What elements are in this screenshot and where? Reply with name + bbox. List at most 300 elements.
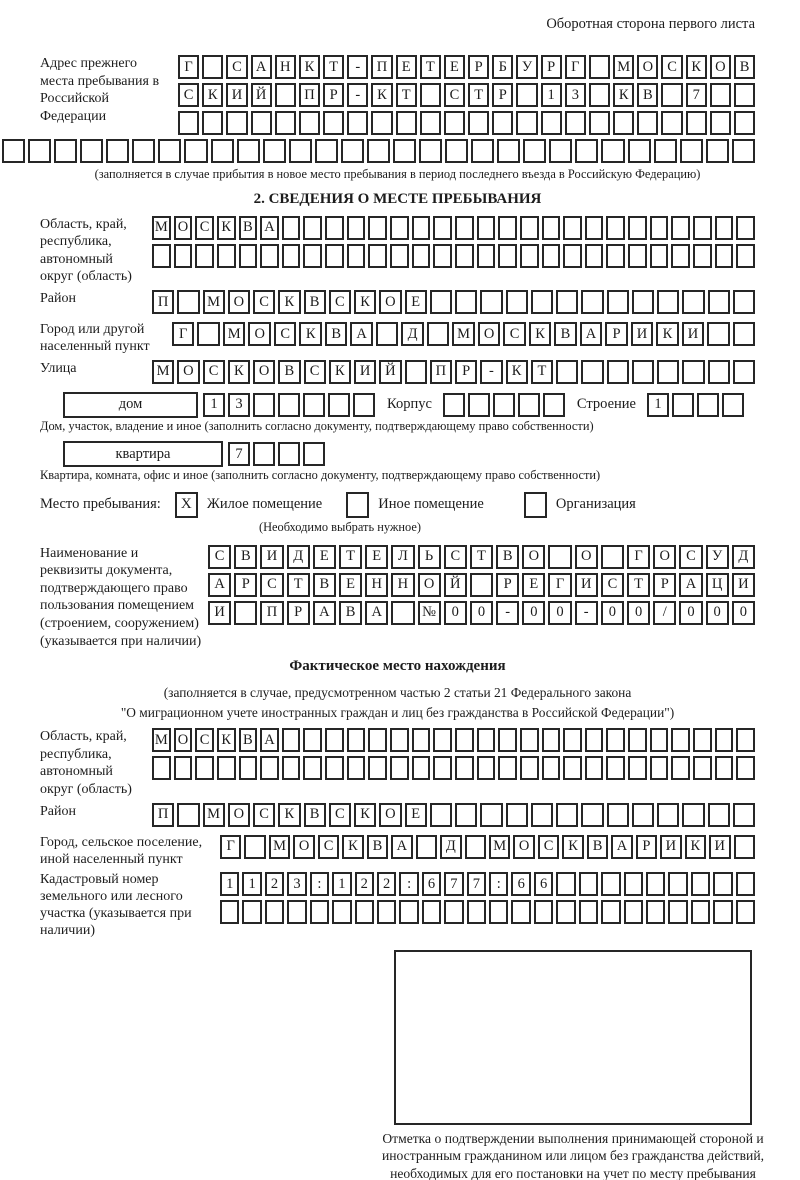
char-box[interactable] bbox=[715, 244, 734, 268]
char-box[interactable] bbox=[347, 728, 366, 752]
char-box[interactable]: И bbox=[660, 835, 681, 859]
char-box[interactable] bbox=[693, 728, 712, 752]
char-box[interactable] bbox=[671, 216, 690, 240]
char-box[interactable]: С bbox=[679, 545, 702, 569]
char-box[interactable] bbox=[657, 360, 679, 384]
char-box[interactable]: 3 bbox=[287, 872, 306, 896]
char-box[interactable] bbox=[310, 900, 329, 924]
char-box[interactable]: В bbox=[637, 83, 658, 107]
char-box[interactable] bbox=[275, 111, 296, 135]
char-box[interactable] bbox=[132, 139, 155, 163]
char-box[interactable]: Ц bbox=[706, 573, 729, 597]
char-box[interactable] bbox=[628, 139, 651, 163]
char-box[interactable]: О bbox=[174, 216, 193, 240]
char-box[interactable] bbox=[422, 900, 441, 924]
char-box[interactable]: Р bbox=[323, 83, 344, 107]
char-box[interactable] bbox=[734, 111, 755, 135]
char-box[interactable]: М bbox=[203, 290, 225, 314]
char-box[interactable]: С bbox=[253, 290, 275, 314]
char-box[interactable] bbox=[455, 244, 474, 268]
char-box[interactable] bbox=[585, 756, 604, 780]
char-box[interactable] bbox=[420, 83, 441, 107]
char-box[interactable]: 0 bbox=[470, 601, 493, 625]
char-box[interactable] bbox=[355, 900, 374, 924]
char-box[interactable] bbox=[733, 290, 755, 314]
char-box[interactable] bbox=[282, 244, 301, 268]
char-box[interactable] bbox=[282, 756, 301, 780]
char-box[interactable]: Е bbox=[365, 545, 388, 569]
char-box[interactable] bbox=[377, 900, 396, 924]
char-box[interactable] bbox=[531, 803, 553, 827]
char-box[interactable]: К bbox=[354, 290, 376, 314]
char-box[interactable]: 2 bbox=[377, 872, 396, 896]
char-box[interactable] bbox=[682, 360, 704, 384]
char-box[interactable]: 6 bbox=[534, 872, 553, 896]
char-box[interactable]: О bbox=[653, 545, 676, 569]
char-box[interactable]: И bbox=[575, 573, 598, 597]
char-box[interactable] bbox=[736, 216, 755, 240]
char-box[interactable] bbox=[195, 244, 214, 268]
char-box[interactable]: А bbox=[313, 601, 336, 625]
char-box[interactable] bbox=[158, 139, 181, 163]
char-box[interactable] bbox=[234, 601, 257, 625]
char-box[interactable]: М bbox=[269, 835, 290, 859]
char-box[interactable] bbox=[498, 244, 517, 268]
char-box[interactable] bbox=[556, 360, 578, 384]
char-box[interactable]: Т bbox=[287, 573, 310, 597]
char-box[interactable]: В bbox=[587, 835, 608, 859]
char-box[interactable] bbox=[260, 244, 279, 268]
char-box[interactable]: Р bbox=[468, 55, 489, 79]
char-box[interactable] bbox=[405, 360, 427, 384]
char-box[interactable] bbox=[497, 139, 520, 163]
char-box[interactable] bbox=[287, 900, 306, 924]
char-box[interactable] bbox=[691, 872, 710, 896]
char-box[interactable] bbox=[589, 83, 610, 107]
char-box[interactable] bbox=[177, 290, 199, 314]
char-box[interactable] bbox=[106, 139, 129, 163]
char-box[interactable] bbox=[303, 442, 325, 466]
char-box[interactable]: А bbox=[391, 835, 412, 859]
char-box[interactable] bbox=[516, 111, 537, 135]
char-box[interactable] bbox=[542, 216, 561, 240]
char-box[interactable]: Г bbox=[627, 545, 650, 569]
char-box[interactable]: С bbox=[203, 360, 225, 384]
char-box[interactable] bbox=[412, 216, 431, 240]
char-box[interactable]: В bbox=[313, 573, 336, 597]
char-box[interactable]: С bbox=[538, 835, 559, 859]
char-box[interactable]: М bbox=[489, 835, 510, 859]
char-box[interactable]: Е bbox=[522, 573, 545, 597]
char-box[interactable]: Т bbox=[396, 83, 417, 107]
char-box[interactable]: 7 bbox=[444, 872, 463, 896]
char-box[interactable] bbox=[632, 803, 654, 827]
char-box[interactable]: С bbox=[304, 360, 326, 384]
char-box[interactable] bbox=[549, 139, 572, 163]
char-box[interactable] bbox=[391, 601, 414, 625]
char-box[interactable] bbox=[613, 111, 634, 135]
char-box[interactable]: - bbox=[347, 83, 368, 107]
char-box[interactable] bbox=[710, 83, 731, 107]
char-box[interactable]: Й bbox=[251, 83, 272, 107]
char-box[interactable]: Г bbox=[178, 55, 199, 79]
char-box[interactable]: К bbox=[613, 83, 634, 107]
char-box[interactable]: 1 bbox=[242, 872, 261, 896]
char-box[interactable] bbox=[601, 900, 620, 924]
char-box[interactable] bbox=[563, 244, 582, 268]
char-box[interactable] bbox=[444, 900, 463, 924]
char-box[interactable]: В bbox=[734, 55, 755, 79]
char-box[interactable]: О bbox=[522, 545, 545, 569]
char-box[interactable]: Д bbox=[401, 322, 423, 346]
char-box[interactable] bbox=[367, 139, 390, 163]
char-box[interactable]: - bbox=[480, 360, 502, 384]
char-box[interactable] bbox=[251, 111, 272, 135]
char-box[interactable] bbox=[493, 393, 515, 417]
char-box[interactable]: 0 bbox=[706, 601, 729, 625]
char-box[interactable]: У bbox=[706, 545, 729, 569]
char-box[interactable]: : bbox=[399, 872, 418, 896]
char-box[interactable]: К bbox=[299, 55, 320, 79]
char-box[interactable] bbox=[433, 216, 452, 240]
char-box[interactable]: М bbox=[452, 322, 474, 346]
char-box[interactable]: 1 bbox=[220, 872, 239, 896]
char-box[interactable] bbox=[606, 216, 625, 240]
char-box[interactable] bbox=[632, 290, 654, 314]
char-box[interactable] bbox=[520, 216, 539, 240]
char-box[interactable] bbox=[693, 756, 712, 780]
char-box[interactable] bbox=[177, 803, 199, 827]
char-box[interactable]: 1 bbox=[203, 393, 225, 417]
char-box[interactable] bbox=[734, 835, 755, 859]
char-box[interactable]: 7 bbox=[467, 872, 486, 896]
char-box[interactable] bbox=[589, 55, 610, 79]
char-box[interactable] bbox=[520, 756, 539, 780]
char-box[interactable]: Д bbox=[732, 545, 755, 569]
char-box[interactable] bbox=[733, 322, 755, 346]
char-box[interactable]: С bbox=[444, 83, 465, 107]
char-box[interactable] bbox=[416, 835, 437, 859]
char-box[interactable]: И bbox=[682, 322, 704, 346]
char-box[interactable] bbox=[325, 244, 344, 268]
char-box[interactable]: С bbox=[195, 728, 214, 752]
char-box[interactable] bbox=[341, 139, 364, 163]
char-box[interactable]: И bbox=[260, 545, 283, 569]
char-box[interactable] bbox=[211, 139, 234, 163]
char-box[interactable] bbox=[477, 244, 496, 268]
char-box[interactable]: Е bbox=[444, 55, 465, 79]
char-box[interactable]: О bbox=[253, 360, 275, 384]
char-box[interactable]: В bbox=[239, 728, 258, 752]
char-box[interactable] bbox=[736, 728, 755, 752]
char-box[interactable]: Т bbox=[323, 55, 344, 79]
char-box[interactable]: К bbox=[685, 835, 706, 859]
char-box[interactable] bbox=[607, 360, 629, 384]
char-box[interactable]: Б bbox=[492, 55, 513, 79]
char-box[interactable] bbox=[303, 393, 325, 417]
char-box[interactable] bbox=[433, 244, 452, 268]
char-box[interactable] bbox=[601, 139, 624, 163]
char-box[interactable] bbox=[650, 244, 669, 268]
char-box[interactable]: С bbox=[661, 55, 682, 79]
char-box[interactable]: О bbox=[293, 835, 314, 859]
char-box[interactable] bbox=[691, 900, 710, 924]
char-box[interactable] bbox=[28, 139, 51, 163]
char-box[interactable]: Н bbox=[275, 55, 296, 79]
char-box[interactable] bbox=[628, 756, 647, 780]
char-box[interactable]: К bbox=[529, 322, 551, 346]
char-box[interactable] bbox=[282, 728, 301, 752]
char-box[interactable] bbox=[601, 872, 620, 896]
char-box[interactable]: В bbox=[367, 835, 388, 859]
char-box[interactable]: О bbox=[513, 835, 534, 859]
char-box[interactable]: К bbox=[278, 290, 300, 314]
char-box[interactable] bbox=[534, 900, 553, 924]
char-box[interactable] bbox=[606, 728, 625, 752]
char-box[interactable]: К bbox=[354, 803, 376, 827]
char-box[interactable] bbox=[275, 83, 296, 107]
char-box[interactable] bbox=[430, 803, 452, 827]
char-box[interactable] bbox=[468, 111, 489, 135]
char-box[interactable]: П bbox=[430, 360, 452, 384]
char-box[interactable]: Е bbox=[313, 545, 336, 569]
char-box[interactable] bbox=[542, 756, 561, 780]
char-box[interactable] bbox=[325, 756, 344, 780]
char-box[interactable] bbox=[390, 756, 409, 780]
char-box[interactable] bbox=[239, 244, 258, 268]
char-box[interactable]: Г bbox=[548, 573, 571, 597]
char-box[interactable]: А bbox=[260, 216, 279, 240]
char-box[interactable] bbox=[265, 900, 284, 924]
char-box[interactable] bbox=[226, 111, 247, 135]
char-box[interactable] bbox=[506, 290, 528, 314]
char-box[interactable] bbox=[543, 393, 565, 417]
char-box[interactable] bbox=[465, 835, 486, 859]
char-box[interactable]: М bbox=[613, 55, 634, 79]
char-box[interactable] bbox=[371, 111, 392, 135]
char-box[interactable] bbox=[278, 442, 300, 466]
char-box[interactable]: Г bbox=[565, 55, 586, 79]
char-box[interactable]: О bbox=[418, 573, 441, 597]
checkbox-organization[interactable] bbox=[524, 492, 547, 518]
char-box[interactable] bbox=[289, 139, 312, 163]
char-box[interactable]: И bbox=[732, 573, 755, 597]
char-box[interactable] bbox=[672, 393, 694, 417]
char-box[interactable]: К bbox=[371, 83, 392, 107]
char-box[interactable] bbox=[654, 139, 677, 163]
char-box[interactable] bbox=[471, 139, 494, 163]
char-box[interactable]: С bbox=[253, 803, 275, 827]
char-box[interactable] bbox=[80, 139, 103, 163]
char-box[interactable] bbox=[686, 111, 707, 135]
char-box[interactable] bbox=[253, 393, 275, 417]
char-box[interactable] bbox=[393, 139, 416, 163]
char-box[interactable] bbox=[419, 139, 442, 163]
char-box[interactable] bbox=[637, 111, 658, 135]
char-box[interactable]: К bbox=[299, 322, 321, 346]
char-box[interactable] bbox=[542, 244, 561, 268]
char-box[interactable] bbox=[396, 111, 417, 135]
char-box[interactable] bbox=[299, 111, 320, 135]
char-box[interactable]: : bbox=[310, 872, 329, 896]
char-box[interactable] bbox=[708, 360, 730, 384]
char-box[interactable]: С bbox=[226, 55, 247, 79]
char-box[interactable]: 1 bbox=[332, 872, 351, 896]
char-box[interactable] bbox=[174, 756, 193, 780]
char-box[interactable]: О bbox=[228, 803, 250, 827]
char-box[interactable] bbox=[433, 756, 452, 780]
char-box[interactable]: И bbox=[709, 835, 730, 859]
char-box[interactable]: О bbox=[379, 290, 401, 314]
char-box[interactable]: Т bbox=[470, 545, 493, 569]
char-box[interactable] bbox=[480, 803, 502, 827]
char-box[interactable]: Й bbox=[379, 360, 401, 384]
char-box[interactable] bbox=[412, 728, 431, 752]
char-box[interactable]: 1 bbox=[541, 83, 562, 107]
char-box[interactable]: К bbox=[217, 216, 236, 240]
char-box[interactable] bbox=[713, 900, 732, 924]
char-box[interactable]: Й bbox=[444, 573, 467, 597]
char-box[interactable] bbox=[260, 756, 279, 780]
char-box[interactable]: Л bbox=[391, 545, 414, 569]
char-box[interactable] bbox=[217, 244, 236, 268]
char-box[interactable] bbox=[520, 728, 539, 752]
char-box[interactable]: С bbox=[329, 290, 351, 314]
char-box[interactable] bbox=[443, 393, 465, 417]
char-box[interactable] bbox=[353, 393, 375, 417]
char-box[interactable] bbox=[585, 244, 604, 268]
char-box[interactable]: Р bbox=[455, 360, 477, 384]
char-box[interactable] bbox=[303, 728, 322, 752]
checkbox-residential[interactable]: X bbox=[175, 492, 198, 518]
char-box[interactable]: Г bbox=[220, 835, 241, 859]
char-box[interactable] bbox=[444, 111, 465, 135]
char-box[interactable] bbox=[581, 803, 603, 827]
char-box[interactable]: П bbox=[299, 83, 320, 107]
char-box[interactable] bbox=[646, 872, 665, 896]
char-box[interactable]: Р bbox=[234, 573, 257, 597]
char-box[interactable] bbox=[715, 728, 734, 752]
char-box[interactable] bbox=[470, 573, 493, 597]
char-box[interactable]: О bbox=[228, 290, 250, 314]
char-box[interactable]: 3 bbox=[228, 393, 250, 417]
char-box[interactable] bbox=[624, 900, 643, 924]
char-box[interactable] bbox=[468, 393, 490, 417]
char-box[interactable]: О bbox=[379, 803, 401, 827]
char-box[interactable] bbox=[511, 900, 530, 924]
char-box[interactable] bbox=[390, 728, 409, 752]
char-box[interactable]: : bbox=[489, 872, 508, 896]
char-box[interactable]: 0 bbox=[601, 601, 624, 625]
char-box[interactable]: В bbox=[234, 545, 257, 569]
char-box[interactable] bbox=[650, 216, 669, 240]
char-box[interactable]: И bbox=[208, 601, 231, 625]
char-box[interactable]: О bbox=[575, 545, 598, 569]
char-box[interactable]: С bbox=[208, 545, 231, 569]
char-box[interactable]: П bbox=[371, 55, 392, 79]
char-box[interactable] bbox=[671, 728, 690, 752]
char-box[interactable]: Д bbox=[287, 545, 310, 569]
char-box[interactable] bbox=[54, 139, 77, 163]
char-box[interactable] bbox=[455, 216, 474, 240]
char-box[interactable] bbox=[708, 290, 730, 314]
char-box[interactable] bbox=[713, 872, 732, 896]
char-box[interactable]: Т bbox=[339, 545, 362, 569]
char-box[interactable] bbox=[563, 756, 582, 780]
char-box[interactable]: Е bbox=[339, 573, 362, 597]
char-box[interactable]: С bbox=[329, 803, 351, 827]
char-box[interactable]: К bbox=[278, 803, 300, 827]
char-box[interactable]: У bbox=[516, 55, 537, 79]
char-box[interactable]: К bbox=[506, 360, 528, 384]
char-box[interactable]: Р bbox=[636, 835, 657, 859]
char-box[interactable]: Ь bbox=[418, 545, 441, 569]
char-box[interactable]: В bbox=[554, 322, 576, 346]
char-box[interactable]: Т bbox=[420, 55, 441, 79]
char-box[interactable] bbox=[303, 216, 322, 240]
char-box[interactable] bbox=[430, 290, 452, 314]
char-box[interactable] bbox=[197, 322, 219, 346]
char-box[interactable] bbox=[607, 803, 629, 827]
char-box[interactable] bbox=[671, 756, 690, 780]
char-box[interactable] bbox=[668, 900, 687, 924]
char-box[interactable] bbox=[707, 322, 729, 346]
char-box[interactable]: В bbox=[239, 216, 258, 240]
char-box[interactable]: - bbox=[347, 55, 368, 79]
char-box[interactable]: В bbox=[304, 803, 326, 827]
char-box[interactable] bbox=[589, 111, 610, 135]
char-box[interactable] bbox=[668, 872, 687, 896]
char-box[interactable]: Р bbox=[541, 55, 562, 79]
char-box[interactable]: 7 bbox=[686, 83, 707, 107]
char-box[interactable]: С bbox=[178, 83, 199, 107]
char-box[interactable] bbox=[563, 728, 582, 752]
char-box[interactable] bbox=[244, 835, 265, 859]
char-box[interactable]: Е bbox=[405, 803, 427, 827]
char-box[interactable] bbox=[455, 290, 477, 314]
char-box[interactable]: Е bbox=[396, 55, 417, 79]
char-box[interactable]: В bbox=[339, 601, 362, 625]
char-box[interactable] bbox=[632, 360, 654, 384]
checkbox-other-premises[interactable] bbox=[346, 492, 369, 518]
char-box[interactable] bbox=[693, 244, 712, 268]
char-box[interactable] bbox=[242, 900, 261, 924]
char-box[interactable]: 0 bbox=[548, 601, 571, 625]
char-box[interactable]: О bbox=[478, 322, 500, 346]
char-box[interactable] bbox=[368, 756, 387, 780]
char-box[interactable]: К bbox=[686, 55, 707, 79]
char-box[interactable] bbox=[736, 756, 755, 780]
char-box[interactable] bbox=[278, 393, 300, 417]
char-box[interactable]: 0 bbox=[627, 601, 650, 625]
char-box[interactable] bbox=[477, 728, 496, 752]
char-box[interactable] bbox=[708, 803, 730, 827]
char-box[interactable]: М bbox=[223, 322, 245, 346]
char-box[interactable] bbox=[556, 900, 575, 924]
char-box[interactable] bbox=[520, 244, 539, 268]
char-box[interactable] bbox=[498, 756, 517, 780]
char-box[interactable] bbox=[628, 216, 647, 240]
char-box[interactable]: М bbox=[152, 216, 171, 240]
char-box[interactable] bbox=[220, 900, 239, 924]
char-box[interactable] bbox=[455, 803, 477, 827]
char-box[interactable]: П bbox=[152, 803, 174, 827]
char-box[interactable] bbox=[237, 139, 260, 163]
char-box[interactable] bbox=[657, 290, 679, 314]
char-box[interactable] bbox=[657, 803, 679, 827]
char-box[interactable]: К bbox=[329, 360, 351, 384]
char-box[interactable]: В bbox=[496, 545, 519, 569]
